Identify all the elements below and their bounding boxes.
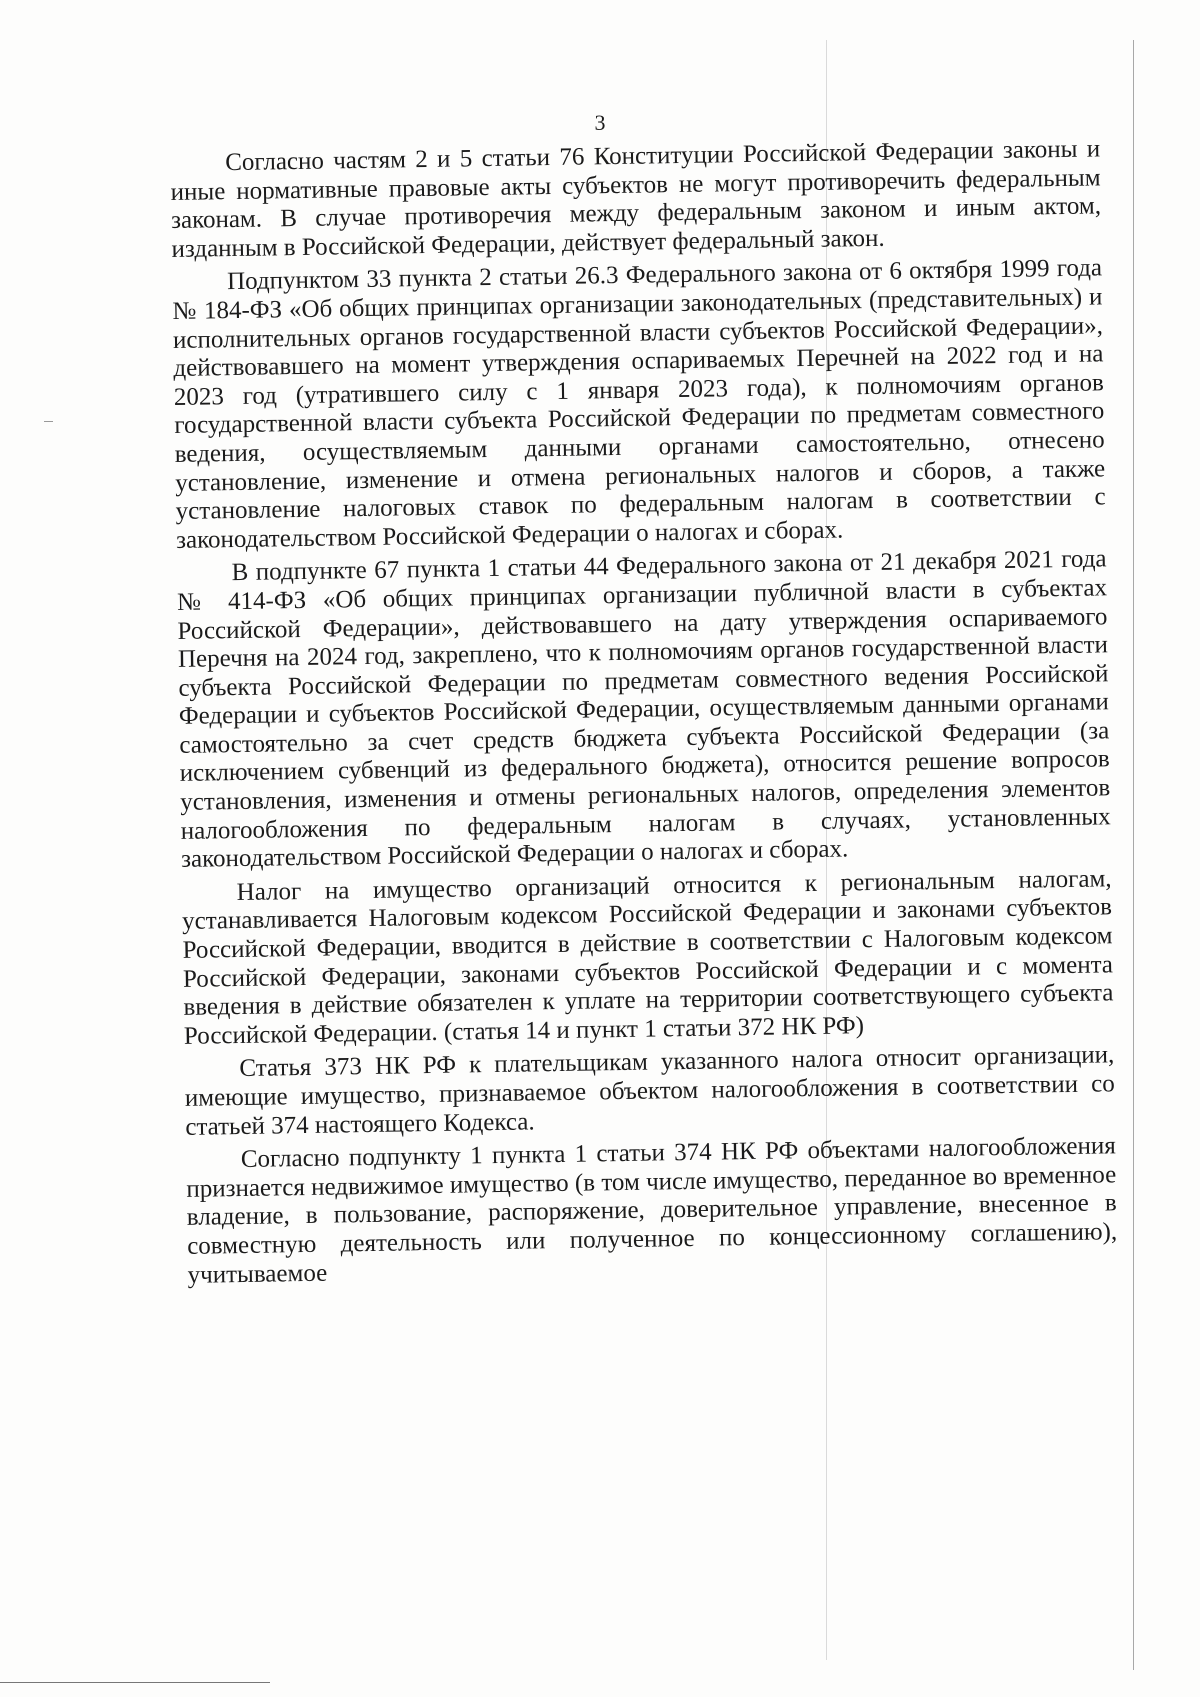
paragraph-article-373: Статья 373 НК РФ к плательщикам указанного налога относит организации, имеющие имущество, признаваемое объектом налогообложения в соответствии со статьей 374 настоящего Кодекса. (184, 1041, 1115, 1141)
paragraph-law-184-fz: Подпунктом 33 пункта 2 статьи 26.3 Федерального закона от 6 октября 1999 года № 184-ФЗ «Об общих принципах организации законодательных (представительных) и исполнительных органов государственной власти субъектов Российской Федерации», действовавшего на момент утверждения оспариваемых Перечней на 2022 год и на 2023 год (утратившего силу с 1 января 2023 года), к полномочиям органов государственной власти субъекта Российской Федерации по предметам совместного ведения, осуществляемым данными органами самостоятельно, отнесено установление, изменение и отмена региональных налогов и сборов, а также установление налоговых ставок по федеральным налогам в соответствии с законодательством Российской Федерации о налогах и сборах. (172, 254, 1106, 554)
scan-artifact-line (0, 1682, 270, 1683)
paragraph-article-374: Согласно подпункту 1 пункта 1 статьи 374 НК РФ объектами налогообложения признается недвижимое имущество (в том числе имущество, переданное во временное владение, в пользование, распоряжение, доверительное управление, внесенное в совместную деятельность или полученное по концессионному соглашению), учитываемое (186, 1132, 1118, 1289)
page-number: 3 (594, 110, 606, 135)
body-text (170, 135, 1118, 1295)
paragraph-property-tax: Налог на имущество организаций относится к региональным налогам, устанавливается Налоговым кодексом Российской Федерации и законами субъектов Российской Федерации, вводится в действие в соответствии с Налоговым кодексом Российской Федерации, законами субъектов Российской Федерации и с момента введения в действие обязателен к уплате на территории соответствующего субъекта Российской Федерации. (статья 14 и пункт 1 статьи 372 НК РФ) (181, 865, 1114, 1050)
scan-artifact-line (1133, 40, 1134, 1670)
paragraph-law-414-fz: В подпункте 67 пункта 1 статьи 44 Федерального закона от 21 декабря 2021 года № 414-ФЗ «Об общих принципах организации публичной власти в субъектах Российской Федерации», действовавшего на дату утверждения оспариваемого Перечня на 2024 год, закреплено, что к полномочиям органов государственной власти субъекта Российской Федерации по предметам совместного ведения Российской Федерации и субъектов Российской Федерации, осуществляемым данными органами самостоятельно за счет средств бюджета субъекта Российской Федерации (за исключением субвенций из федерального бюджета), относится решение вопросов установления, изменения и отмены региональных налогов, определения элементов налогообложения по федеральным налогам в случаях, установленных законодательством Российской Федерации о налогах и сборах. (176, 545, 1111, 874)
paragraph-constitution-article-76: Согласно частям 2 и 5 статьи 76 Конституции Российской Федерации законы и иные нормативные правовые акты субъектов не могут противоречить федеральным законам. В случае противоречия между федеральным законом и иным актом, изданным в Российской Федерации, действует федеральный закон. (170, 135, 1102, 263)
scan-artifact-mark (44, 421, 53, 422)
